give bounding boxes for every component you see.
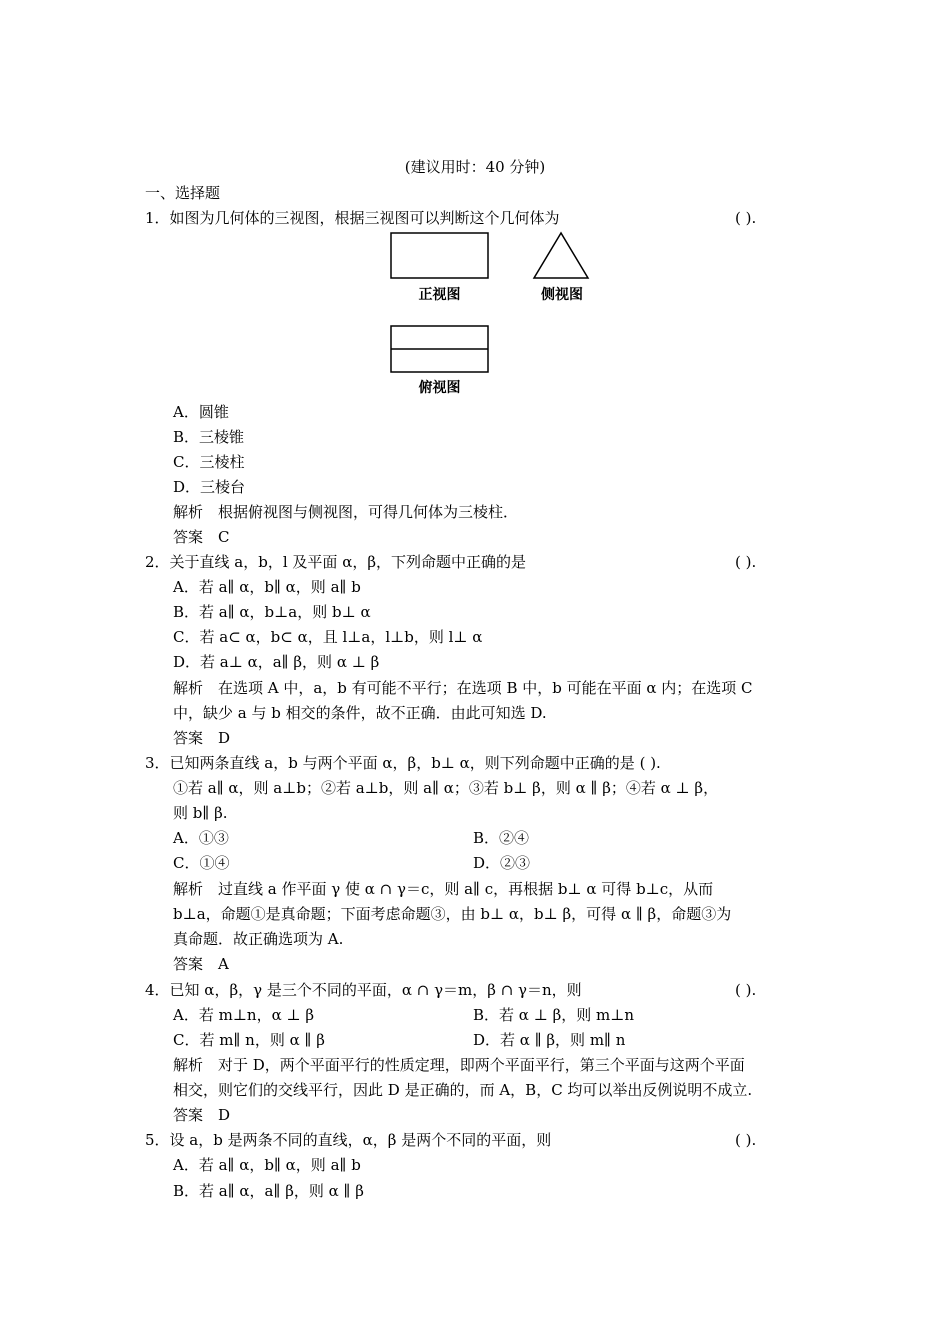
q3-analysis-line1: 解析 过直线 a 作平面 γ 使 α ∩ γ＝c，则 a∥ c，再根据 b⊥ α 可得 b⊥c，从而	[173, 880, 714, 898]
q1-stem: 1．如图为几何体的三视图，根据三视图可以判断这个几何体为	[145, 209, 560, 227]
q1-answer-paren: ( ).	[735, 209, 757, 227]
top-view-label: 俯视图	[418, 380, 461, 396]
q5-option-b: B．若 a∥ α，a∥ β，则 α ∥ β	[173, 1182, 364, 1200]
q3-option-d: D．②③	[473, 854, 531, 872]
q4-analysis-line1: 解析 对于 D，两个平面平行的性质定理，即两个平面平行，第三个平面与这两个平面	[173, 1056, 745, 1074]
q3-option-b: B．②④	[473, 829, 530, 847]
q5-option-a: A．若 a∥ α，b∥ α，则 a∥ b	[173, 1156, 361, 1174]
q3-conditions-line2: 则 b∥ β.	[173, 804, 228, 822]
q2-option-a: A．若 a∥ α，b∥ α，则 a∥ b	[173, 578, 361, 596]
section-title: 一、选择题	[145, 184, 221, 202]
q4-answer-paren: ( ).	[735, 981, 757, 999]
q1-option-a: A．圆锥	[173, 403, 229, 421]
q2-option-b: B．若 a∥ α，b⊥a，则 b⊥ α	[173, 603, 371, 621]
front-view-rectangle	[391, 233, 488, 278]
q3-option-a: A．①③	[173, 829, 229, 847]
q2-stem: 2．关于直线 a，b，l 及平面 α，β，下列命题中正确的是	[145, 553, 526, 571]
q2-answer-paren: ( ).	[735, 553, 757, 571]
three-view-figure	[385, 228, 605, 403]
q4-option-d: D．若 α ∥ β，则 m∥ n	[473, 1031, 626, 1049]
q1-option-c: C．三棱柱	[173, 453, 245, 471]
q4-option-b: B．若 α ⊥ β，则 m⊥n	[473, 1006, 634, 1024]
side-view-label: 侧视图	[541, 287, 583, 303]
q1-answer: 答案 C	[173, 528, 230, 546]
q2-option-c: C．若 a⊂ α，b⊂ α，且 l⊥a，l⊥b，则 l⊥ α	[173, 628, 483, 646]
time-note: (建议用时：40 分钟)	[404, 158, 546, 176]
q4-option-c: C．若 m∥ n，则 α ∥ β	[173, 1031, 325, 1049]
q3-option-c: C．①④	[173, 854, 230, 872]
q1-option-b: B．三棱锥	[173, 428, 245, 446]
q5-stem: 5．设 a，b 是两条不同的直线，α，β 是两个不同的平面，则	[145, 1131, 552, 1149]
q3-analysis-line2: b⊥a，命题①是真命题；下面考虑命题③，由 b⊥ α，b⊥ β，可得 α ∥ β，命题③为	[173, 905, 732, 923]
q5-answer-paren: ( ).	[735, 1131, 757, 1149]
q3-analysis-line3: 真命题．故正确选项为 A.	[173, 930, 344, 948]
q4-analysis-line2: 相交，则它们的交线平行，因此 D 是正确的，而 A，B，C 均可以举出反例说明不成立.	[173, 1081, 753, 1099]
q4-answer: 答案 D	[173, 1106, 231, 1124]
q2-analysis-line2: 中，缺少 a 与 b 相交的条件，故不正确．由此可知选 D.	[173, 704, 547, 722]
q2-option-d: D．若 a⊥ α，a∥ β，则 α ⊥ β	[173, 653, 380, 671]
q3-conditions-line1: ①若 a∥ α，则 a⊥b；②若 a⊥b，则 a∥ α；③若 b⊥ β，则 α ∥ β；④若 α ⊥ β，	[173, 779, 719, 797]
q3-stem: 3．已知两条直线 a，b 与两个平面 α，β，b⊥ α，则下列命题中正确的是 ( ).	[145, 754, 661, 772]
q1-option-d: D．三棱台	[173, 478, 246, 496]
q4-option-a: A．若 m⊥n，α ⊥ β	[173, 1006, 315, 1024]
q3-answer: 答案 A	[173, 955, 229, 973]
front-view-label: 正视图	[418, 287, 461, 303]
q2-answer: 答案 D	[173, 729, 231, 747]
q2-analysis-line1: 解析 在选项 A 中，a，b 有可能不平行；在选项 B 中，b 可能在平面 α 内；在选项 C	[173, 679, 753, 697]
side-view-triangle	[534, 233, 588, 278]
q1-analysis: 解析 根据俯视图与侧视图，可得几何体为三棱柱．	[173, 503, 519, 521]
q4-stem: 4．已知 α，β，γ 是三个不同的平面，α ∩ γ＝m，β ∩ γ＝n，则	[145, 981, 582, 999]
